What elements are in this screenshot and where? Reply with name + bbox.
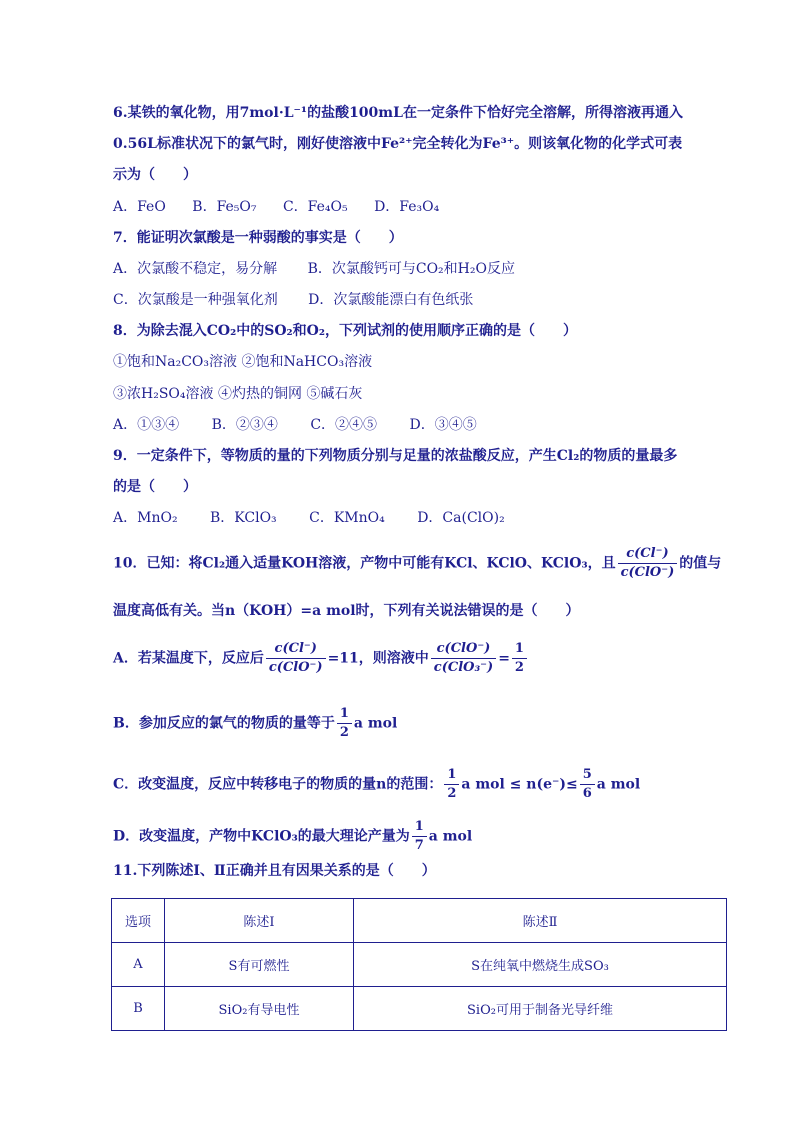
q10-option-a-text: A．若某温度下，反应后	[113, 650, 264, 667]
row-statement-2: SiO₂可用于制备光导纤维	[354, 987, 727, 1031]
q10-stem-line1	[113, 545, 721, 582]
row-statement-1: SiO₂有导电性	[165, 987, 354, 1031]
q8-stem: 8．为除去混入CO₂中的SO₂和O₂，下列试剂的使用顺序正确的是（ ）	[113, 323, 577, 339]
q10-option-c	[113, 766, 640, 803]
denominator: 2	[447, 786, 457, 801]
numerator: 1	[512, 640, 527, 659]
row-option: A	[112, 943, 165, 987]
q11-stem: 11.下列陈述Ⅰ、Ⅱ正确并且有因果关系的是（ ）	[113, 863, 436, 879]
q6-option-c: C．Fe₄O₅	[282, 199, 348, 215]
numerator: 1	[444, 766, 459, 785]
q10-option-c-upper	[580, 766, 595, 803]
q6-stem-line2: 0.56L标准状况下的氯气时，刚好使溶液中Fe²⁺完全转化为Fe³⁺。则该氧化物的化学式可表	[113, 136, 683, 152]
q7-option-b: B．次氯酸钙可与CO₂和H₂O反应	[307, 261, 515, 277]
row-statement-2: S在纯氧中燃烧生成SO₃	[354, 943, 727, 987]
row-option: B	[112, 987, 165, 1031]
q10-stem-line2: 温度高低有关。当n（KOH）=a mol时，下列有关说法错误的是（ ）	[113, 603, 580, 619]
q10-option-c-unit: a mol	[596, 776, 641, 793]
q6-stem-line3: 示为（ ）	[113, 167, 197, 183]
denominator: c(ClO₃⁻)	[433, 660, 494, 675]
q10-stem-text: 10．已知：将Cl₂通入适量KOH溶液，产物中可能有KCl、KClO、KClO₃，且	[113, 555, 616, 572]
q8-option-b: B．②③④	[211, 417, 278, 433]
q10-option-d-fraction	[412, 818, 427, 855]
q10-option-a-fraction2	[431, 640, 496, 677]
q8-option-a: A．①③④	[113, 417, 180, 433]
q10-option-b-half	[337, 705, 352, 742]
q10-option-d-unit: a mol	[428, 828, 473, 845]
q10-option-a	[113, 640, 529, 677]
numerator: c(ClO⁻)	[431, 640, 496, 659]
header-option: 选项	[112, 899, 165, 943]
q10-option-d-text: D．改变温度，产物中KClO₃的最大理论产量为	[113, 828, 410, 845]
q9-stem-line1: 9．一定条件下，等物质的量的下列物质分别与足量的浓盐酸反应，产生Cl₂的物质的量最多	[113, 448, 678, 464]
q6-option-a: A．FeO	[113, 199, 166, 215]
q10-option-a-half	[512, 640, 527, 677]
table-header-row	[112, 899, 727, 943]
q10-option-a-mid: =11，则溶液中	[327, 650, 429, 667]
q7-options-row2	[113, 290, 473, 310]
q10-option-b-unit: a mol	[353, 715, 398, 732]
q8-option-d: D．③④⑤	[409, 417, 477, 433]
q9-option-c: C．KMnO₄	[309, 510, 385, 526]
q10-option-c-range: a mol ≤ n(e⁻)≤	[461, 776, 578, 793]
q6-options	[113, 197, 439, 217]
q10-option-a-equals: =	[498, 650, 510, 667]
q7-stem: 7．能证明次氯酸是一种弱酸的事实是（ ）	[113, 230, 403, 246]
q10-option-b	[113, 705, 397, 742]
q9-stem-line2: 的是（ ）	[113, 479, 197, 495]
denominator: 7	[414, 838, 424, 853]
numerator: 1	[337, 705, 352, 724]
denominator: 6	[582, 786, 592, 801]
q10-option-b-text: B．参加反应的氯气的物质的量等于	[113, 715, 335, 732]
q7-options-row1	[113, 259, 515, 279]
q7-option-a: A．次氯酸不稳定，易分解	[113, 261, 278, 277]
q10-ratio-denominator: c(ClO⁻)	[620, 565, 675, 580]
header-statement-1: 陈述Ⅰ	[165, 899, 354, 943]
q10-option-c-text: C．改变温度，反应中转移电子的物质的量n的范围：	[113, 776, 443, 793]
numerator: c(Cl⁻)	[266, 640, 326, 659]
q10-ratio-fraction	[618, 545, 678, 582]
row-statement-1: S有可燃性	[165, 943, 354, 987]
q8-options	[113, 415, 477, 435]
header-statement-2: 陈述Ⅱ	[354, 899, 727, 943]
denominator: c(ClO⁻)	[268, 660, 323, 675]
q9-option-d: D．Ca(ClO)₂	[417, 510, 505, 526]
q7-option-d: D．次氯酸能漂白有色纸张	[308, 292, 474, 308]
q6-stem-line1: 6.某铁的氧化物，用7mol·L⁻¹的盐酸100mL在一定条件下恰好完全溶解，所得溶液再通入	[113, 105, 683, 121]
table-row	[112, 943, 727, 987]
q10-stem-text-end: 的值与	[679, 555, 722, 572]
table-row	[112, 987, 727, 1031]
q10-option-d	[113, 818, 472, 855]
q10-option-a-fraction1	[266, 640, 326, 677]
q6-option-d: D．Fe₃O₄	[374, 199, 440, 215]
q10-ratio-numerator: c(Cl⁻)	[618, 545, 678, 564]
q8-reagents-line1: ①饱和Na₂CO₃溶液 ②饱和NaHCO₃溶液	[113, 354, 373, 370]
q9-option-b: B．KClO₃	[210, 510, 277, 526]
q10-option-c-lower	[444, 766, 459, 803]
q8-option-c: C．②④⑤	[310, 417, 378, 433]
q11-table	[111, 898, 727, 1031]
denominator: 2	[514, 660, 524, 675]
numerator: 1	[412, 818, 427, 837]
denominator: 2	[339, 725, 349, 740]
numerator: 5	[580, 766, 595, 785]
q9-option-a: A．MnO₂	[113, 510, 178, 526]
q7-option-c: C．次氯酸是一种强氧化剂	[113, 292, 278, 308]
q8-reagents-line2: ③浓H₂SO₄溶液 ④灼热的铜网 ⑤碱石灰	[113, 386, 363, 402]
q6-option-b: B．Fe₅O₇	[192, 199, 257, 215]
q9-options	[113, 508, 505, 528]
